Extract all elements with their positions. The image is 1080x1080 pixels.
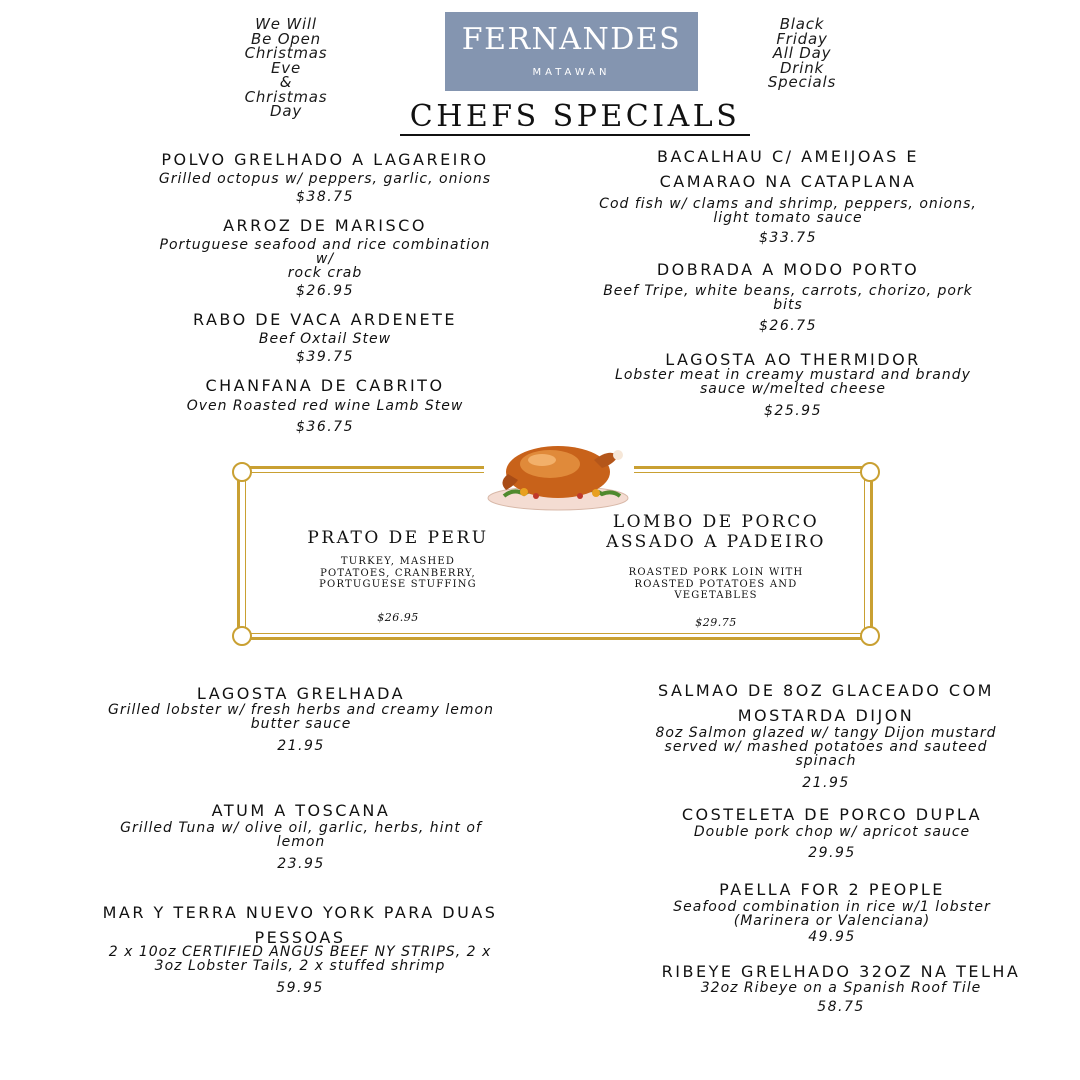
- dish-lagosta-thermidor: LAGOSTA AO THERMIDOR Lobster meat in creamy mustard and brandy sauce w/melted cheese $25.95: [615, 350, 971, 419]
- roast-turkey-icon: [484, 430, 634, 516]
- dish-bacalhau: BACALHAU C/ AMEIJOAS E CAMARAO NA CATAPLANA Cod fish w/ clams and shrimp, peppers, onions, light tomato sauce $33.75: [599, 147, 977, 246]
- dish-prato-de-peru: PRATO DE PERU TURKEY, MASHED POTATOES, CRANBERRY, PORTUGUESE STUFFING $26.95: [307, 528, 489, 624]
- frame-corner-ornament: [860, 626, 880, 646]
- dish-salmao: SALMAO DE 8OZ GLACEADO COM MOSTARDA DIJON 8oz Salmon glazed w/ tangy Dijon mustard served w/ mashed potatoes and sauteed spinach 21.95: [655, 681, 997, 791]
- logo-location: MATAWAN: [532, 67, 611, 78]
- dish-mar-y-terra: MAR Y TERRA NUEVO YORK PARA DUAS PESSOAS 2 x 10oz CERTIFIED ANGUS BEEF NY STRIPS, 2 x 3oz Lobster Tails, 2 x stuffed shrimp 59.95: [102, 903, 498, 996]
- restaurant-logo: [445, 12, 698, 91]
- title-underline: [400, 134, 750, 136]
- frame-corner-ornament: [860, 462, 880, 482]
- dish-lombo-de-porco: LOMBO DE PORCO ASSADO A PADEIRO ROASTED PORK LOIN WITH ROASTED POTATOES AND VEGETABLES $29.75: [606, 512, 826, 629]
- frame-corner-ornament: [232, 626, 252, 646]
- dish-chanfana: CHANFANA DE CABRITO Oven Roasted red wine Lamb Stew $36.75: [186, 376, 464, 435]
- logo-name: FERNANDES: [461, 22, 682, 57]
- dish-lagosta-grelhada: LAGOSTA GRELHADA Grilled lobster w/ fresh herbs and creamy lemon butter sauce 21.95: [108, 684, 494, 754]
- dish-polvo: POLVO GRELHADO A LAGAREIRO Grilled octopus w/ peppers, garlic, onions $38.75: [158, 150, 492, 205]
- christmas-note: We Will Be Open Christmas Eve & Christmas Day: [244, 15, 328, 120]
- dish-costeleta: COSTELETA DE PORCO DUPLA Double pork chop w/ apricot sauce 29.95: [681, 805, 983, 861]
- dish-dobrada: DOBRADA A MODO PORTO Beef Tripe, white beans, carrots, chorizo, pork bits $26.75: [603, 260, 973, 334]
- page-title: CHEFS SPECIALS: [409, 99, 741, 134]
- dish-atum: ATUM A TOSCANA Grilled Tuna w/ olive oil, garlic, herbs, hint of lemon 23.95: [120, 801, 482, 872]
- frame-corner-ornament: [232, 462, 252, 482]
- dish-paella: PAELLA FOR 2 PEOPLE Seafood combination in rice w/1 lobster (Marinera or Valenciana) 49.95: [673, 880, 991, 945]
- black-friday-note: Black Friday All Day Drink Specials: [767, 15, 837, 91]
- dish-ribeye: RIBEYE GRELHADO 32OZ NA TELHA 32oz Ribeye on a Spanish Roof Tile 58.75: [661, 962, 1021, 1015]
- dish-arroz: ARROZ DE MARISCO Portuguese seafood and rice combination w/ rock crab $26.95: [159, 216, 491, 299]
- dish-rabo: RABO DE VACA ARDENETE Beef Oxtail Stew $39.75: [192, 310, 458, 365]
